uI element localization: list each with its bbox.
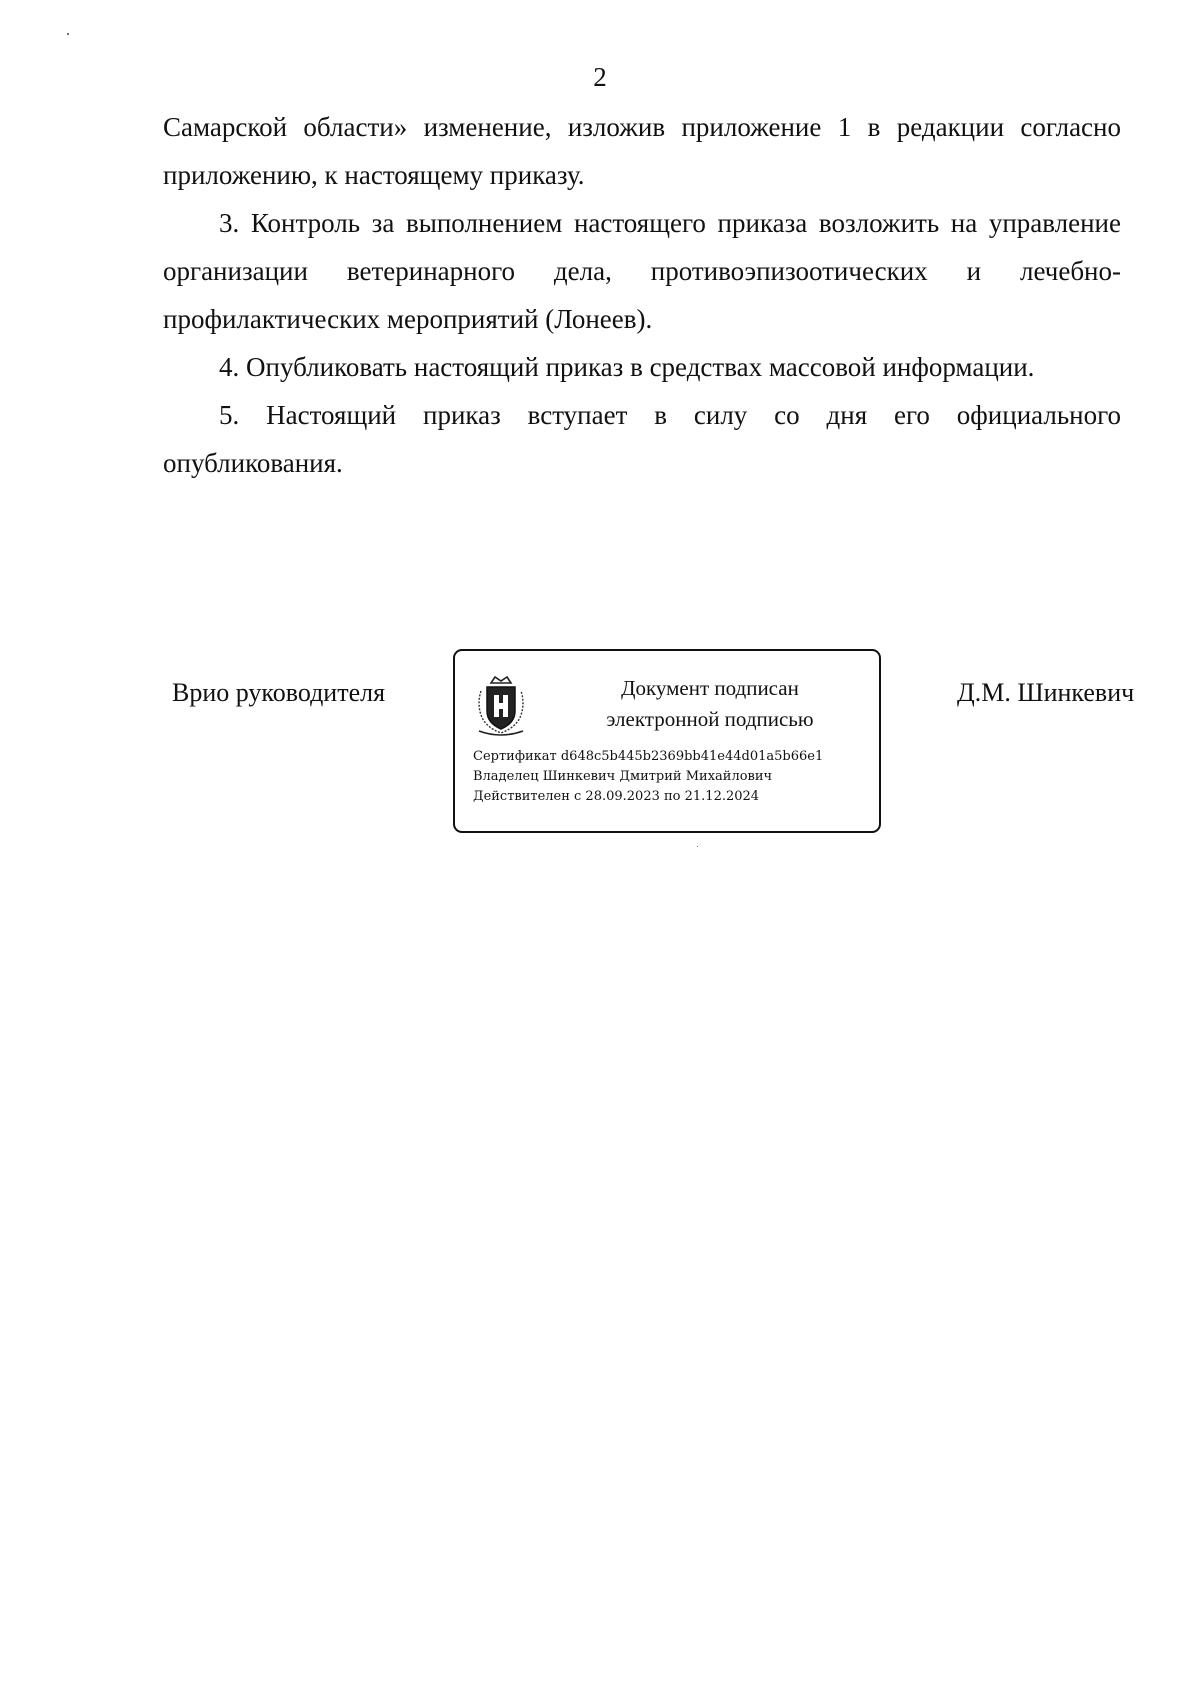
stamp-title xyxy=(555,673,865,735)
stamp-validity: Действителен с 28.09.2023 по 21.12.2024 xyxy=(473,789,760,804)
stamp-owner: Владелец Шинкевич Дмитрий Михайлович xyxy=(473,769,773,784)
coat-of-arms-icon xyxy=(473,673,529,737)
document-body xyxy=(163,103,1121,487)
signatory-position: Врио руководителя xyxy=(172,678,386,707)
scan-speck xyxy=(67,33,69,35)
stamp-certificate: Сертификат d648c5b445b2369bb41e44d01a5b66e1 xyxy=(473,749,824,764)
scan-speck xyxy=(697,846,698,847)
paragraph-continuation: Самарской области» изменение, изложив приложение 1 в редакции согласно приложению, к настоящему приказу. xyxy=(163,112,1121,190)
paragraph-3: 3. Контроль за выполнением настоящего приказа возложить на управление организации ветеринарного дела, противоэпизоотических и лечебно-профилактических мероприятий (Лонеев). xyxy=(163,208,1121,334)
page-number: 2 xyxy=(593,62,607,92)
stamp-title-line2: электронной подписью xyxy=(606,707,814,731)
signatory-name: Д.М. Шинкевич xyxy=(957,678,1135,707)
paragraph-4: 4. Опубликовать настоящий приказ в средствах массовой информации. xyxy=(219,352,1035,382)
electronic-signature-stamp xyxy=(453,649,881,833)
stamp-details xyxy=(473,747,823,807)
stamp-title-line1: Документ подписан xyxy=(621,676,799,700)
paragraph-5: 5. Настоящий приказ вступает в силу со дня его официального опубликования. xyxy=(163,400,1121,478)
